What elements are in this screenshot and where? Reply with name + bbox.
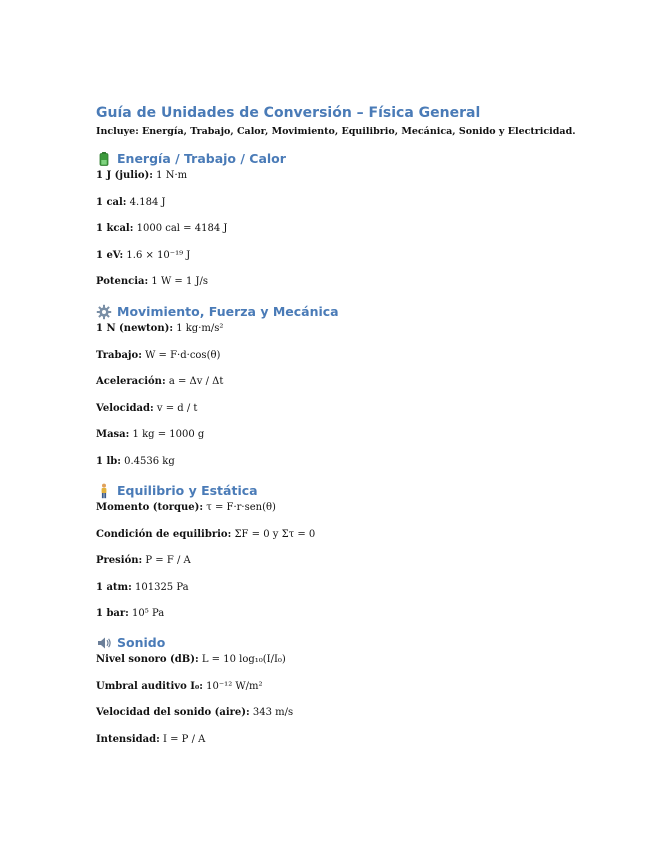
entry-value: 1 kg = 1000 g (129, 429, 205, 441)
section-heading (96, 482, 258, 500)
document-page (96, 103, 616, 745)
conversion-entry (96, 169, 187, 183)
conversion-entry (96, 581, 189, 595)
entry-value: 101325 Pa (131, 581, 189, 593)
entry-label: Aceleración: (96, 376, 166, 388)
entry-value: τ = F·r·sen(θ) (203, 502, 276, 513)
conversion-entry (96, 196, 166, 210)
section-heading (96, 303, 339, 321)
entry-label: 1 cal: (96, 196, 127, 208)
document-title: Guía de Unidades de Conversión – Física General (96, 105, 481, 121)
conversion-entry (96, 455, 175, 469)
conversion-entry (96, 349, 220, 363)
entry-label: Condición de equilibrio: (96, 528, 232, 540)
entry-label: Presión: (96, 555, 143, 567)
conversion-entry (96, 322, 223, 336)
entry-value: 1 N·m (152, 170, 188, 181)
entry-label: 1 atm: (96, 581, 132, 593)
entry-label: Momento (torque): (96, 502, 204, 513)
entry-label: Trabajo: (96, 349, 142, 361)
section-title: Movimiento, Fuerza y Mecánica (117, 304, 339, 319)
entry-value: P = F / A (142, 555, 191, 567)
conversion-entry (96, 428, 204, 442)
entry-value: a = Δv / Δt (165, 376, 224, 388)
conversion-entry (96, 733, 205, 747)
conversion-entry (96, 554, 191, 568)
entry-value: 1000 cal = 4184 J (133, 223, 228, 235)
speaker-icon (96, 635, 112, 651)
entry-value: 10⁵ Pa (128, 608, 165, 620)
conversion-entry (96, 501, 276, 515)
conversion-entry (96, 375, 223, 389)
entry-label: Velocidad: (96, 402, 154, 414)
conversion-entry (96, 528, 315, 542)
conversion-entry (96, 653, 286, 667)
conversion-entry (96, 680, 263, 694)
entry-value: I = P / A (159, 733, 206, 745)
section-heading (96, 634, 165, 652)
gear-icon (96, 304, 112, 320)
entry-label: 1 N (newton): (96, 323, 174, 334)
entry-label: 1 bar: (96, 608, 129, 620)
conversion-entry (96, 607, 164, 621)
conversion-entry (96, 706, 293, 720)
section-title: Sonido (117, 635, 166, 650)
document-subtitle: Incluye: Energía, Trabajo, Calor, Movimiento, Equilibrio, Mecánica, Sonido y Electricidad. (96, 126, 576, 137)
entry-label: Velocidad del sonido (aire): (96, 707, 250, 719)
entry-value: 343 m/s (249, 707, 294, 719)
entry-value: ΣF = 0 y Στ = 0 (231, 528, 316, 540)
section-title: Equilibrio y Estática (117, 483, 258, 498)
entry-value: 10⁻¹² W/m² (203, 680, 263, 692)
entry-label: Nivel sonoro (dB): (96, 654, 199, 665)
entry-label: 1 J (julio): (96, 170, 153, 181)
conversion-entry (96, 222, 227, 236)
entry-label: Intensidad: (96, 733, 160, 745)
entry-label: 1 lb: (96, 456, 121, 467)
conversion-entry (96, 275, 208, 289)
entry-label: 1 kcal: (96, 223, 134, 235)
conversion-entry (96, 402, 197, 416)
entry-label: Potencia: (96, 276, 149, 288)
entry-label: 1 eV: (96, 249, 124, 261)
section-heading (96, 150, 286, 168)
entry-value: 1 kg·m/s² (173, 323, 224, 334)
section-title: Energía / Trabajo / Calor (117, 151, 286, 166)
entry-value: L = 10 log₁₀(I/I₀) (198, 654, 286, 665)
conversion-entry (96, 249, 190, 263)
entry-value: v = d / t (153, 402, 198, 414)
battery-icon (96, 151, 112, 167)
entry-value: W = F·d·cos(θ) (141, 349, 221, 361)
entry-label: Umbral auditivo I₀: (96, 680, 203, 692)
entry-value: 1 W = 1 J/s (148, 276, 209, 288)
entry-label: Masa: (96, 429, 130, 441)
entry-value: 1.6 × 10⁻¹⁹ J (123, 249, 191, 261)
entry-value: 4.184 J (126, 196, 166, 208)
entry-value: 0.4536 kg (120, 456, 175, 467)
person-standing-icon (96, 483, 112, 499)
